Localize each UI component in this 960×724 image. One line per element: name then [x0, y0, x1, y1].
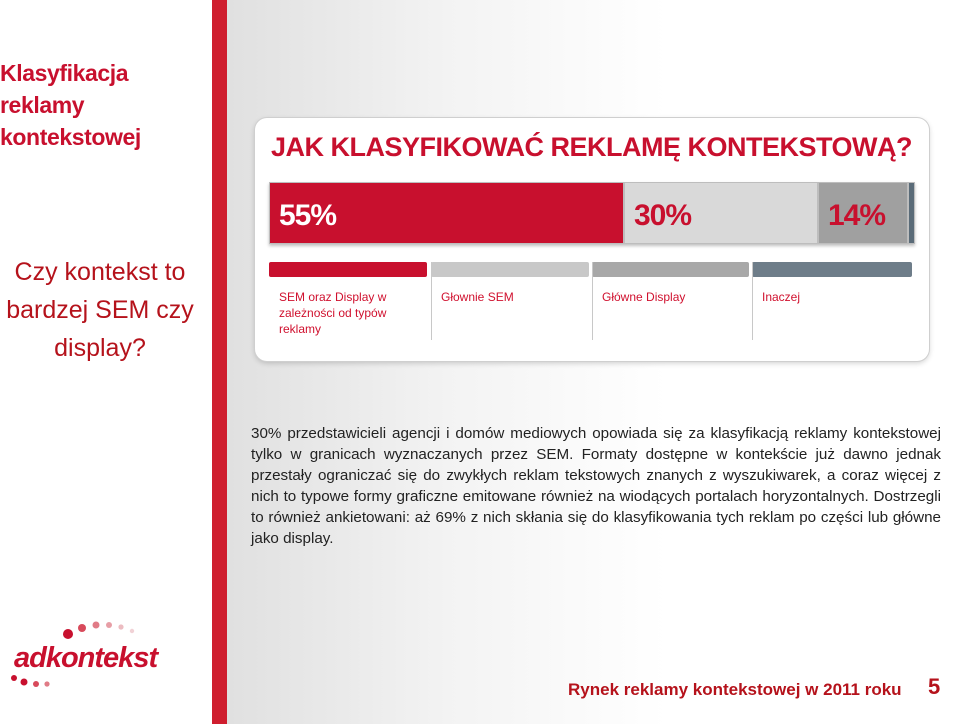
red-divider — [212, 0, 227, 724]
bar-segment-1 — [269, 182, 624, 244]
main-area — [227, 0, 960, 724]
legend-swatch — [592, 262, 749, 277]
legend-swatch — [752, 262, 912, 277]
page-number: 5 — [928, 674, 941, 699]
sidebar-question: Czy kontekst to bardzej SEM czy display? — [6, 258, 194, 362]
bar-value-label: 55% — [279, 199, 337, 232]
legend-separator — [752, 262, 753, 340]
logo-text: adkontekst — [14, 642, 158, 674]
legend-swatch — [269, 262, 427, 277]
chart-title: JAK KLASYFIKOWAĆ REKLAMĘ KONTEKSTOWĄ? — [271, 132, 912, 162]
legend-label: Główne Display — [602, 290, 686, 304]
sidebar — [0, 0, 212, 724]
legend-separator — [431, 262, 432, 340]
legend-label: Głownie SEM — [441, 290, 514, 304]
legend-label: Inaczej — [762, 290, 801, 304]
adkontekst-logo — [10, 620, 190, 690]
legend-label: SEM oraz Display w zależności od typów reklamy — [279, 290, 387, 336]
chart-panel — [255, 118, 929, 361]
bar-value-label: 30% — [634, 199, 692, 232]
body-text: 30% przedstawicieli agencji i domów mediowych opowiada się za klasyfikacją reklamy kontekstowej tylko w granicach wyznaczanych przez SEM. Formaty dostępne w kontekście już dawno jednak przestały ograniczać się do zwykłych reklam tekstowych znanych z wyszukiwarek, a coraz więcej z nich to typowe formy graficzne emitowane również na wiodących portalach horyzontalnych. Dostrzegli to również ankietowani: aż 69% z nich skłania się do klasyfikowania tych reklam po części lub główne jako display. — [251, 425, 941, 547]
sidebar-title: Klasyfikacja reklamy kontekstowej — [0, 60, 141, 150]
legend-separator — [592, 262, 593, 340]
footer-text: Rynek reklamy kontekstowej w 2011 roku — [568, 680, 902, 699]
bar-segment-3 — [818, 182, 908, 244]
bar-segment-2 — [624, 182, 818, 244]
bar-segment-4 — [908, 182, 915, 244]
stacked-bar — [269, 182, 915, 244]
legend-swatch — [431, 262, 589, 277]
bar-value-label: 14% — [828, 199, 886, 232]
